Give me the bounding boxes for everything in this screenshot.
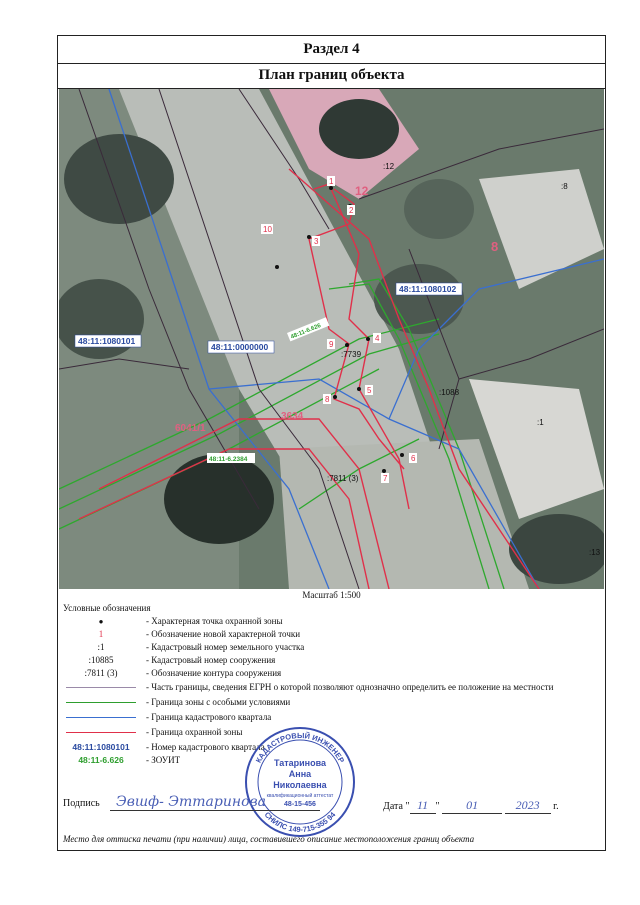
point-9: 9 xyxy=(329,340,334,349)
legend-text: - Кадастровый номер земельного участка xyxy=(146,642,305,652)
stamp-reg-label: квалификационный аттестат xyxy=(266,793,334,799)
dot-icon: ● xyxy=(98,617,104,626)
quarter-1080101-label: 48:11:1080101 xyxy=(78,336,136,346)
zouit-symbol: 48:11-6.626 xyxy=(78,755,124,765)
map-image xyxy=(59,89,604,589)
date-block: Дата " 11 " 01 2023 г. xyxy=(383,798,559,812)
new-point-symbol: 1 xyxy=(98,629,104,639)
point-dot xyxy=(307,235,311,239)
date-year-suffix: г. xyxy=(553,801,559,812)
legend-row-contour xyxy=(58,667,605,680)
legend-row-egrn xyxy=(58,681,605,694)
point-dot xyxy=(357,387,361,391)
legend-row-zone xyxy=(58,696,605,709)
egrn-line-icon xyxy=(66,687,136,688)
point-dot xyxy=(275,265,279,269)
point-3: 3 xyxy=(314,237,319,246)
point-7: 7 xyxy=(383,474,388,483)
legend-text: - Граница зоны с особыми условиями xyxy=(146,697,291,707)
point-dot xyxy=(345,343,349,347)
plan-title: План границ объекта xyxy=(58,63,605,89)
contour-symbol: :7811 (3) xyxy=(84,668,118,678)
date-year: 2023 xyxy=(505,798,551,814)
tree xyxy=(164,454,274,544)
parcel-1-label: :1 xyxy=(537,418,544,427)
signature-line xyxy=(110,810,320,811)
point-dot xyxy=(366,337,370,341)
tree xyxy=(319,99,399,159)
quarter-0000000-label: 48:11:0000000 xyxy=(211,342,269,352)
legend-text: - Характерная точка охранной зоны xyxy=(146,616,283,626)
protect-line-icon xyxy=(66,732,136,733)
stamp-name3: Николаевна xyxy=(273,780,327,790)
point-2: 2 xyxy=(349,206,354,215)
quarter-line-icon xyxy=(66,717,136,718)
legend-text: - Обозначение новой характерной точки xyxy=(146,629,301,639)
legend-text: - Граница кадастрового квартала xyxy=(146,712,272,722)
point-4: 4 xyxy=(375,334,380,343)
legend-text: - Номер кадастрового квартала xyxy=(146,742,265,752)
footer-note: Место для оттиска печати (при наличии) лица, составившего описание местоположения границ объекта xyxy=(63,834,475,844)
stamp-name1: Татаринова xyxy=(273,758,327,768)
map-svg xyxy=(59,89,604,589)
date-label: Дата xyxy=(383,801,403,812)
building-8-label: 8 xyxy=(491,239,499,254)
tree xyxy=(64,134,174,224)
legend-text: - Часть границы, сведения ЕГРН о которой позволяют однозначно определить ее положение на местности xyxy=(146,682,554,692)
zouit-2384-label: 48:11-6.2384 xyxy=(209,456,248,463)
legend-row-new-point xyxy=(58,628,605,641)
stamp-name2: Анна xyxy=(288,769,312,779)
signature-label: Подпись xyxy=(63,798,100,809)
parcel-symbol: :1 xyxy=(97,642,105,652)
point-8: 8 xyxy=(325,395,330,404)
building-left-label: 6041/1 xyxy=(175,423,206,434)
stamp-reg-no: 48-15-456 xyxy=(284,801,316,808)
legend-row-parcel xyxy=(58,641,605,654)
building-12-label: 12 xyxy=(355,184,369,198)
legend-text: - Обозначение контура сооружения xyxy=(146,668,282,678)
legend-row-quarter xyxy=(58,711,605,724)
point-dot xyxy=(329,186,333,190)
legend-text: - Кадастровый номер сооружения xyxy=(146,655,276,665)
quarter-1080102-label: 48:11:1080102 xyxy=(399,284,457,294)
section-title: Раздел 4 xyxy=(58,36,605,64)
stamp-ring-bottom: СНИЛС 149-715-355 94 xyxy=(262,810,338,835)
tree xyxy=(404,179,474,239)
legend-text: - Граница охранной зоны xyxy=(146,727,243,737)
quarter-number-symbol: 48:11:1080101 xyxy=(72,742,130,752)
parcel-1088-label: :1088 xyxy=(439,388,460,397)
parcel-7811-label: :7811 (3) xyxy=(327,474,359,483)
point-10: 10 xyxy=(263,225,272,234)
handwritten-signature: Эвшф- Эттаринова xyxy=(116,794,266,810)
point-dot xyxy=(400,453,404,457)
seal-stamp xyxy=(244,726,356,838)
date-month: 01 xyxy=(442,798,502,814)
legend-title: Условные обозначения xyxy=(63,603,151,613)
legend-text: - ЗОУИТ xyxy=(146,755,181,765)
zone-line-icon xyxy=(66,702,136,703)
zouit-626-label: 48:11-6.626 xyxy=(289,323,322,341)
point-dot xyxy=(382,469,386,473)
stamp-ring-top: КАДАСТРОВЫЙ ИНЖЕНЕР xyxy=(253,730,347,765)
point-5: 5 xyxy=(367,386,372,395)
point-1: 1 xyxy=(329,177,334,186)
legend-row-structure xyxy=(58,654,605,667)
point-dot xyxy=(333,395,337,399)
date-day: 11 xyxy=(410,798,436,814)
building-3634-label: 3634 xyxy=(281,411,304,422)
legend-row-point xyxy=(58,615,605,628)
parcel-12-label: :12 xyxy=(383,162,395,171)
map-scale: Масштаб 1:500 xyxy=(302,590,361,600)
parcel-13-label: :13 xyxy=(589,548,601,557)
structure-symbol: :10885 xyxy=(88,655,114,665)
document-sheet xyxy=(57,35,606,851)
parcel-7739-label: :7739 xyxy=(341,350,362,359)
parcel-8-label: :8 xyxy=(561,182,568,191)
point-6: 6 xyxy=(411,454,416,463)
